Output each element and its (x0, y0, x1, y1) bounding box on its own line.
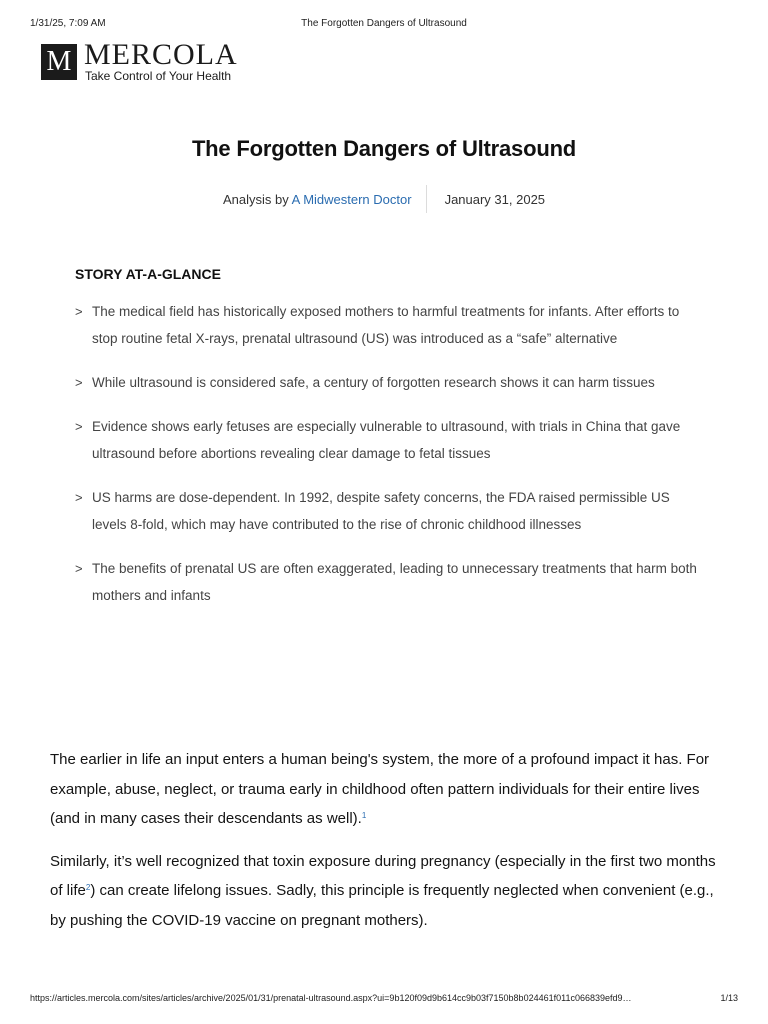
article-byline (0, 185, 768, 213)
glance-item (75, 484, 700, 538)
byline-analysis (223, 192, 426, 207)
glance-item-text: The benefits of prenatal US are often exaggerated, leading to unnecessary treatments that harm both mothers and infants (92, 561, 697, 603)
logo-wordmark: MERCOLA (84, 38, 238, 71)
story-at-a-glance-list (75, 298, 700, 626)
author-link[interactable]: A Midwestern Doctor (291, 191, 412, 207)
print-timestamp: 1/31/25, 7:09 AM (30, 18, 106, 29)
logo-tagline: Take Control of Your Health (85, 69, 232, 83)
glance-item (75, 413, 700, 467)
glance-item-text: Evidence shows early fetuses are especially vulnerable to ultrasound, with trials in China that gave ultrasound before abortions revealing clear damage to fetal tissues (92, 419, 681, 461)
footnote-ref-link[interactable]: 1 (361, 811, 367, 820)
body-paragraph (50, 847, 730, 936)
article-title: The Forgotten Dangers of Ultrasound (191, 136, 577, 161)
chevron-right-icon: > (75, 419, 83, 434)
logo-mark: M (41, 44, 77, 80)
body-paragraph-text: Similarly, it’s well recognized that toxin exposure during pregnancy (especially in the first two months of life (50, 852, 716, 899)
chevron-right-icon: > (75, 561, 83, 576)
glance-item-text: The medical field has historically exposed mothers to harmful treatments for infants. After efforts to stop routine fetal X-rays, prenatal ultrasound (US) was introduced as a “safe” alternative (92, 304, 680, 346)
glance-item-text: While ultrasound is considered safe, a century of forgotten research shows it can harm tissues (92, 375, 655, 390)
body-paragraph-text: The earlier in life an input enters a human being's system, the more of a profound impact it has. For example, abuse, neglect, or trauma early in childhood often pattern individuals for their entire lives (and in many cases their descendants as well). (50, 751, 710, 827)
article-body (50, 745, 730, 948)
body-paragraph (50, 745, 730, 834)
article-date: January 31, 2025 (444, 191, 546, 207)
glance-item-text: US harms are dose-dependent. In 1992, despite safety concerns, the FDA raised permissible US levels 8-fold, which may have contributed to the rise of chronic childhood illnesses (92, 490, 670, 532)
byline-prefix: Analysis by (222, 191, 289, 207)
chevron-right-icon: > (75, 375, 83, 390)
footnote-ref-link[interactable]: 2 (85, 883, 91, 892)
print-page-number: 1/13 (720, 993, 738, 1003)
print-header (30, 18, 738, 32)
print-footer (30, 993, 738, 1007)
chevron-right-icon: > (75, 490, 83, 505)
print-page-title: The Forgotten Dangers of Ultrasound (301, 18, 467, 29)
print-url: https://articles.mercola.com/sites/articles/archive/2025/01/31/prenatal-ultrasound.aspx?ui=9b120f09d9b614cc9b03f7150b8b024461f011c066839efd9… (30, 993, 632, 1003)
chevron-right-icon: > (75, 304, 83, 319)
story-at-a-glance-heading: STORY AT-A-GLANCE (75, 266, 221, 282)
glance-item (75, 369, 700, 396)
glance-item (75, 298, 700, 352)
glance-item (75, 555, 700, 609)
body-paragraph-text: ) can create lifelong issues. Sadly, this principle is frequently neglected when convenient (e.g., by pushing the COVID-19 vaccine on pregnant mothers). (50, 882, 714, 929)
